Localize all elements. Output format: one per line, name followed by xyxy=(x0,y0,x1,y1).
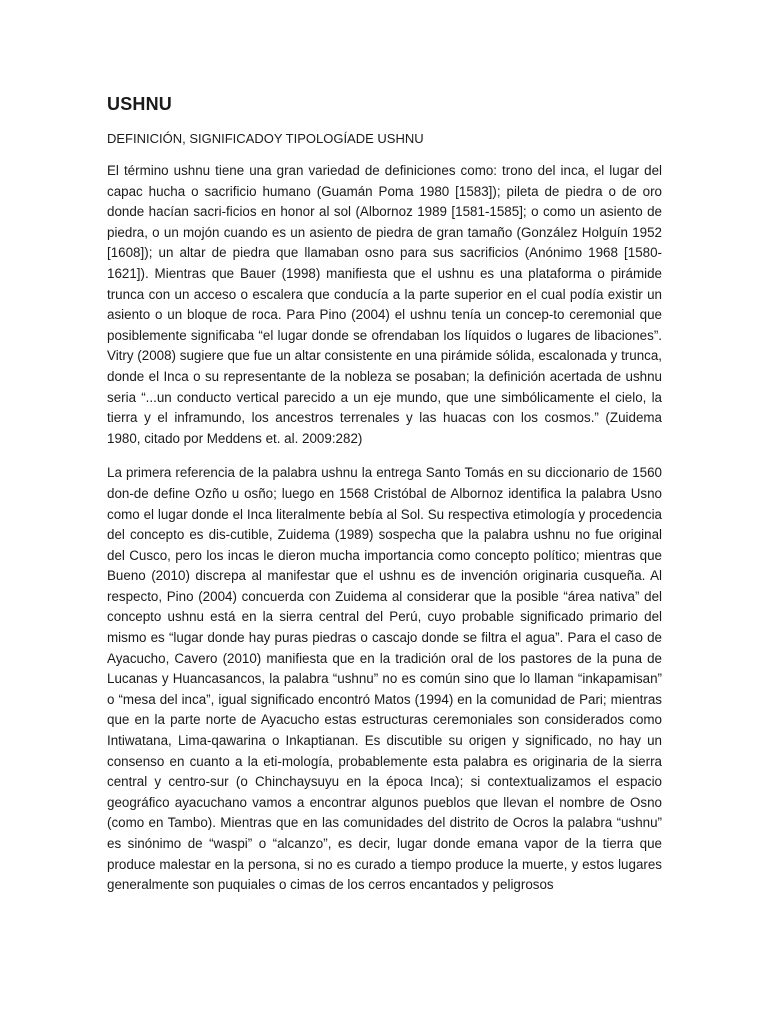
paragraph-etymology: La primera referencia de la palabra ushnu la entrega Santo Tomás en su diccionario de 1560 don-de define Ozño u osño; luego en 1568 Cristóbal de Albornoz identifica la palabra Usno como el lugar donde el Inca literalmente bebía al Sol. Su respectiva etimología y procedencia del concepto es dis-cutible, Zuidema (1989) sospecha que la palabra ushnu no fue original del Cusco, pero los incas le dieron mucha importancia como concepto político; mientras que Bueno (2010) discrepa al manifestar que el ushnu es de invención originaria cusqueña. Al respecto, Pino (2004) concuerda con Zuidema al considerar que la posible “área nativa” del concepto ushnu está en la sierra central del Perú, cuyo probable significado primario del mismo es “lugar donde hay puras piedras o cascajo donde se filtra el agua”. Para el caso de Ayacucho, Cavero (2010) manifiesta que en la tradición oral de los pastores de la puna de Lucanas y Huancasancos, la palabra “ushnu” no es común sino que lo llaman “inkapamisan” o “mesa del inca”, igual significado encontró Matos (1994) en la comunidad de Pari; mientras que en la parte norte de Ayacucho estas estructuras ceremoniales son considerados como Intiwatana, Lima-qawarina o Inkaptianan. Es discutible su origen y significado, no hay un consenso en cuanto a la eti-mología, probablemente esta palabra es originaria de la sierra central y centro-sur (o Chinchaysuyu en la época Inca); si contextualizamos el espacio geográfico ayacuchano vamos a encontrar algunos pueblos que llevan el nombre de Osno (como en Tambo). Mientras que en las comunidades del distrito de Ocros la palabra “ushnu” es sinónimo de “waspi” o “alcanzo”, es decir, lugar donde emana vapor de la tierra que produce malestar en la persona, si no es curado a tiempo produce la muerte, y estos lugares generalmente son puquiales o cimas de los cerros encantados y peligrosos xyxy=(107,465,662,893)
document-page xyxy=(107,94,662,910)
paragraph-definitions: El término ushnu tiene una gran variedad de definiciones como: trono del inca, el lugar del capac hucha o sacrificio humano (Guamán Poma 1980 [1583]); pileta de piedra o de oro donde hacían sacri-ficios en honor al sol (Albornoz 1989 [1581-1585]; o como un asiento de piedra, o un mojón cuando es un asiento de piedra de gran tamaño (González Holguín 1952 [1608]); un altar de piedra que llamaban osno para sus sacrificios (Anónimo 1968 [1580-1621]). Mientras que Bauer (1998) manifiesta que el ushnu es una plataforma o pirámide trunca con un acceso o escalera que conducía a la parte superior en el cual podía existir un asiento o un bloque de roca. Para Pino (2004) el ushnu tenía un concep-to ceremonial que posiblemente significaba “el lugar donde se ofrendaban los líquidos o lugares de libaciones”. Vitry (2008) sugiere que fue un altar consistente en una pirámide sólida, escalonada y trunca, donde el Inca o su representante de la nobleza se posaban; la definición acertada de ushnu seria “...un conducto vertical parecido a un eje mundo, que une simbólicamente el cielo, la tierra y el inframundo, los ancestros terrenales y las huacas con los cosmos.” (Zuidema 1980, citado por Meddens et. al. 2009:282) xyxy=(107,163,662,446)
document-subtitle: DEFINICIÓN, SIGNIFICADOY TIPOLOGÍADE USHNU xyxy=(107,131,424,146)
document-title: USHNU xyxy=(107,94,173,114)
